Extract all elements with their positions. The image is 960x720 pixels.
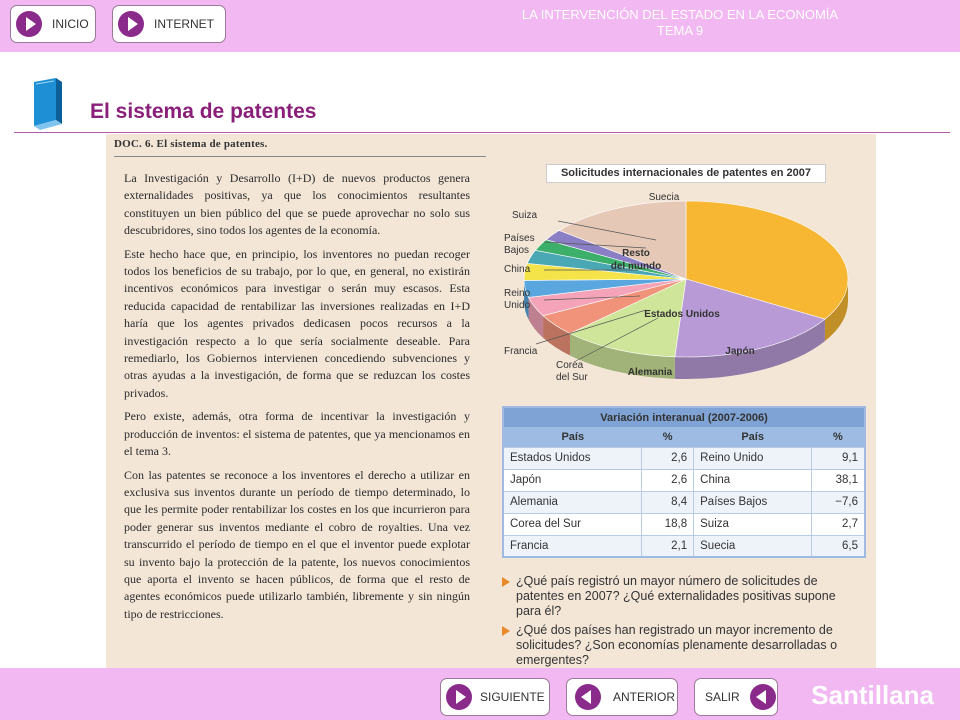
document-heading: DOC. 6. El sistema de patentes. bbox=[114, 138, 268, 150]
pie-label-china: China bbox=[504, 264, 531, 275]
play-right-icon bbox=[118, 11, 144, 37]
paragraph: Este hecho hace que, en principio, los inventores no puedan recoger todos los beneficios de su trabajo, por lo que, en general, no existirán incentivos económicos para investigar o serán muy escasos. Esta reducida capacidad de rentabilizar las inversiones realizadas en I+D haría que los agentes privados dedicasen pocos recursos a la investigación respecto a lo que sería socialmente deseable. Para remediarlo, los Gobiernos intervienen concediendo subvenciones y otras ayudas a la investigación, de forma que se reduzcan los costes privados. bbox=[124, 246, 470, 400]
pie-label-estados-unidos: Estados Unidos bbox=[644, 309, 720, 320]
table-cell: Japón bbox=[503, 469, 642, 491]
table-caption: Variación interanual (2007-2006) bbox=[503, 407, 865, 427]
play-right-icon bbox=[16, 11, 42, 37]
table-row bbox=[503, 535, 865, 557]
document-title-line2: TEMA 9 bbox=[656, 23, 704, 38]
table-cell: Países Bajos bbox=[694, 491, 812, 513]
book-icon bbox=[30, 76, 64, 130]
internet-label: INTERNET bbox=[154, 17, 214, 31]
arrow-bullet-icon bbox=[502, 577, 510, 587]
table-cell: −7,6 bbox=[812, 491, 865, 513]
question-item bbox=[502, 574, 852, 619]
document-title-line1: LA INTERVENCIÓN DEL ESTADO EN LA ECONOMÍA bbox=[521, 7, 839, 22]
variation-table bbox=[502, 406, 866, 558]
table-cell: Suiza bbox=[694, 513, 812, 535]
section-title: El sistema de patentes bbox=[90, 100, 317, 123]
play-right-icon bbox=[446, 684, 472, 710]
document-panel bbox=[106, 134, 876, 668]
table-header: % bbox=[812, 427, 865, 447]
table-cell: 18,8 bbox=[642, 513, 694, 535]
document-title bbox=[470, 7, 890, 39]
table-cell: 2,6 bbox=[642, 469, 694, 491]
top-bar bbox=[0, 0, 960, 52]
inicio-label: INICIO bbox=[52, 17, 89, 31]
table-cell: 2,1 bbox=[642, 535, 694, 557]
pie-label-japon: Japón bbox=[725, 346, 755, 357]
pie-label-corea-2: del Sur bbox=[556, 372, 588, 383]
siguiente-label: SIGUIENTE bbox=[480, 690, 545, 704]
question-text: ¿Qué dos países han registrado un mayor incremento de solicitudes? ¿Son economías plenamente desarrolladas o emergentes? bbox=[516, 623, 838, 667]
play-left-icon bbox=[575, 684, 601, 710]
table-cell: Reino Unido bbox=[694, 447, 812, 469]
paragraph: Con las patentes se reconoce a los inventores el derecho a utilizar en exclusiva sus inventos durante un período de tiempo determinado, lo que les permite poder rentabilizar los costes en los que incurrieron para poder generar sus inventos mediante el cobro de royalties. Una vez transcurrido el período de tiempo en el que el inventor puede explotar su invento bajo la protección de la patente, los nuevos conocimientos que aporta el invento se hacen públicos, de forma que el resto de agentes económicos puede utilizarlo también, libremente y sin ningún tipo de restricciones. bbox=[124, 467, 470, 621]
inicio-button[interactable] bbox=[10, 5, 96, 43]
table-cell: Estados Unidos bbox=[503, 447, 642, 469]
table-cell: Francia bbox=[503, 535, 642, 557]
pie-label-paises-bajos-2: Bajos bbox=[504, 245, 530, 256]
pie-label-reino-unido-2: Unido bbox=[504, 300, 531, 311]
anterior-label: ANTERIOR bbox=[613, 690, 676, 704]
table-cell: Alemania bbox=[503, 491, 642, 513]
question-item bbox=[502, 623, 852, 668]
table-cell: 38,1 bbox=[812, 469, 865, 491]
table-cell: Suecia bbox=[694, 535, 812, 557]
anterior-button[interactable] bbox=[566, 678, 678, 716]
salir-button[interactable] bbox=[694, 678, 778, 716]
questions bbox=[502, 574, 852, 672]
siguiente-button[interactable] bbox=[440, 678, 550, 716]
question-text: ¿Qué país registró un mayor número de solicitudes de patentes en 2007? ¿Qué externalidades positivas supone para él? bbox=[516, 574, 836, 618]
arrow-bullet-icon bbox=[502, 626, 510, 636]
title-divider bbox=[14, 132, 950, 133]
pie-label-suiza: Suiza bbox=[512, 210, 538, 221]
salir-label: SALIR bbox=[705, 690, 740, 704]
table-cell: 6,5 bbox=[812, 535, 865, 557]
chart-title: Solicitudes internacionales de patentes en 2007 bbox=[546, 164, 826, 183]
play-left-icon bbox=[750, 684, 776, 710]
paragraph: Pero existe, además, otra forma de incentivar la investigación y producción de inventos: el sistema de patentes, que ya mencionamos en el tema 3. bbox=[124, 409, 470, 459]
pie-label-alemania: Alemania bbox=[627, 367, 673, 378]
pie-label-reino-unido-1: Reino bbox=[504, 288, 531, 299]
table-header: % bbox=[642, 427, 694, 447]
table-row bbox=[503, 447, 865, 469]
pie-chart bbox=[496, 184, 876, 404]
table-row bbox=[503, 491, 865, 513]
pie-label-francia: Francia bbox=[504, 346, 538, 357]
table-cell: Corea del Sur bbox=[503, 513, 642, 535]
pie-label-paises-bajos-1: Países bbox=[504, 233, 535, 244]
table-row bbox=[503, 469, 865, 491]
table-cell: 8,4 bbox=[642, 491, 694, 513]
pie-label-resto-2: del mundo bbox=[610, 261, 662, 272]
internet-button[interactable] bbox=[112, 5, 226, 43]
pie-label-suecia: Suecia bbox=[648, 192, 680, 203]
pie-label-corea-1: Corea bbox=[556, 360, 584, 371]
document-text bbox=[124, 170, 470, 629]
brand-logo: Santillana bbox=[811, 680, 934, 710]
pie-slices bbox=[524, 201, 848, 357]
table-cell: China bbox=[694, 469, 812, 491]
pie-label-resto-1: Resto bbox=[622, 248, 650, 259]
table-header: País bbox=[694, 427, 812, 447]
heading-divider bbox=[114, 156, 486, 157]
paragraph: La Investigación y Desarrollo (I+D) de nuevos productos genera externalidades positivas, ya que los conocimientos resultantes constituyen un bien público del que se puede aprovechar no solo sus descubridores, sino todos los agentes de la economía. bbox=[124, 171, 470, 238]
table-header: País bbox=[503, 427, 642, 447]
table-row bbox=[503, 513, 865, 535]
table-cell: 2,7 bbox=[812, 513, 865, 535]
table-cell: 9,1 bbox=[812, 447, 865, 469]
table-cell: 2,6 bbox=[642, 447, 694, 469]
